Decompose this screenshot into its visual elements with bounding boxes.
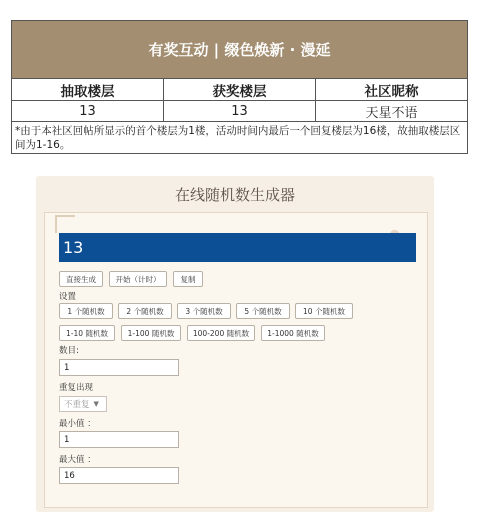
count-input[interactable]: 1 [59, 359, 179, 376]
preset-range-1-10-button[interactable]: 1-10 随机数 [59, 325, 115, 341]
preset-2-numbers-button[interactable]: 2 个随机数 [118, 303, 172, 319]
cell-draw-floor: 13 [12, 101, 164, 121]
preset-range-1-1000-button[interactable]: 1-1000 随机数 [261, 325, 325, 341]
repeat-select-value: 不重复 [64, 400, 90, 410]
copy-button[interactable]: 复制 [173, 271, 203, 287]
chevron-down-icon: ▼ [93, 400, 99, 408]
random-number-display: 13 [59, 233, 416, 262]
min-label: 最小值 ： [59, 419, 96, 429]
table-row [12, 101, 467, 122]
max-label: 最大值 ： [59, 455, 96, 465]
column-header-draw-floor: 抽取楼层 [12, 79, 164, 100]
random-generator-panel [36, 176, 434, 512]
result-table-title: 有奖互动 | 缀色焕新 · 漫延 [12, 21, 467, 79]
cell-winning-floor: 13 [164, 101, 316, 121]
result-table [11, 20, 468, 154]
preset-10-numbers-button[interactable]: 10 个随机数 [295, 303, 353, 319]
max-input[interactable]: 16 [59, 467, 179, 484]
settings-label: 设置 [59, 292, 77, 302]
generator-body [44, 212, 428, 508]
generator-title: 在线随机数生成器 [174, 186, 295, 204]
repeat-label: 重复出现 [59, 383, 94, 393]
preset-5-numbers-button[interactable]: 5 个随机数 [236, 303, 290, 319]
min-input[interactable]: 1 [59, 431, 179, 448]
column-header-nickname: 社区昵称 [364, 83, 419, 100]
corner-ornament-icon [55, 215, 75, 233]
repeat-select[interactable] [59, 396, 107, 412]
preset-range-100-200-button[interactable]: 100-200 随机数 [187, 325, 255, 341]
preset-1-number-button[interactable]: 1 个随机数 [59, 303, 113, 319]
start-timer-button[interactable]: 开始（计时） [109, 271, 167, 287]
count-label: 数目: [59, 346, 79, 356]
result-table-header-row [12, 79, 467, 101]
column-header-winning-floor: 获奖楼层 [164, 79, 316, 100]
result-table-note: *由于本社区回帖所显示的首个楼层为1楼，活动时间内最后一个回复楼层为16楼，故抽取楼层区间为1-16。 [15, 125, 461, 151]
preset-range-1-100-button[interactable]: 1-100 随机数 [121, 325, 181, 341]
preset-3-numbers-button[interactable]: 3 个随机数 [177, 303, 231, 319]
generate-button[interactable]: 直接生成 [59, 271, 103, 287]
cell-nickname: 天星不语 [365, 105, 418, 121]
